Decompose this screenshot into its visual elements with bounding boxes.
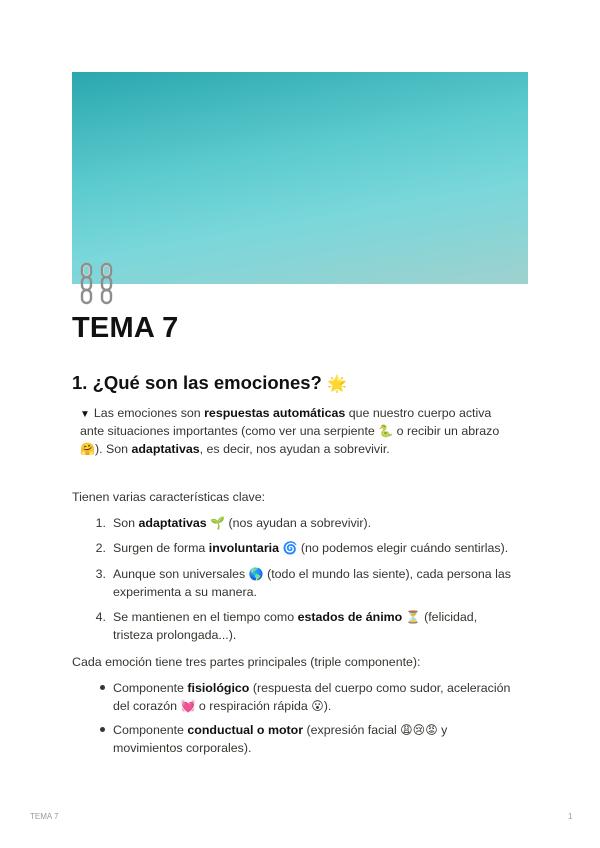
cyclone-icon: 🌀 xyxy=(282,541,298,555)
bullet-dot xyxy=(100,685,105,690)
snake-icon: 🐍 xyxy=(378,424,394,438)
footer-title: TEMA 7 xyxy=(30,812,59,821)
globe-icon: 🌎 xyxy=(248,567,264,581)
seedling-icon: 🌱 xyxy=(210,516,226,530)
toggle-arrow-icon[interactable]: ▼ xyxy=(80,409,90,420)
paragraph-intro: Tienen varias características clave: xyxy=(72,490,266,504)
glowing-star-icon: 🌟 xyxy=(326,374,347,393)
cover-image xyxy=(72,72,528,284)
hourglass-icon: ⏳ xyxy=(405,610,421,624)
section-heading: 1. ¿Qué son las emociones? 🌟 xyxy=(72,372,347,393)
face-emojis-icon: 😩😢😡 xyxy=(400,723,438,737)
page-number: 1 xyxy=(568,812,573,821)
beating-heart-icon: 💓 xyxy=(180,699,196,713)
hugging-face-icon: 🤗 xyxy=(80,442,95,456)
paragraph-components: Cada emoción tiene tres partes principales (triple componente): xyxy=(72,655,421,669)
open-mouth-face-icon: 😮 xyxy=(311,699,324,713)
bullet-dot xyxy=(100,727,105,732)
chain-icon xyxy=(78,262,118,306)
page-title: TEMA 7 xyxy=(72,312,179,344)
